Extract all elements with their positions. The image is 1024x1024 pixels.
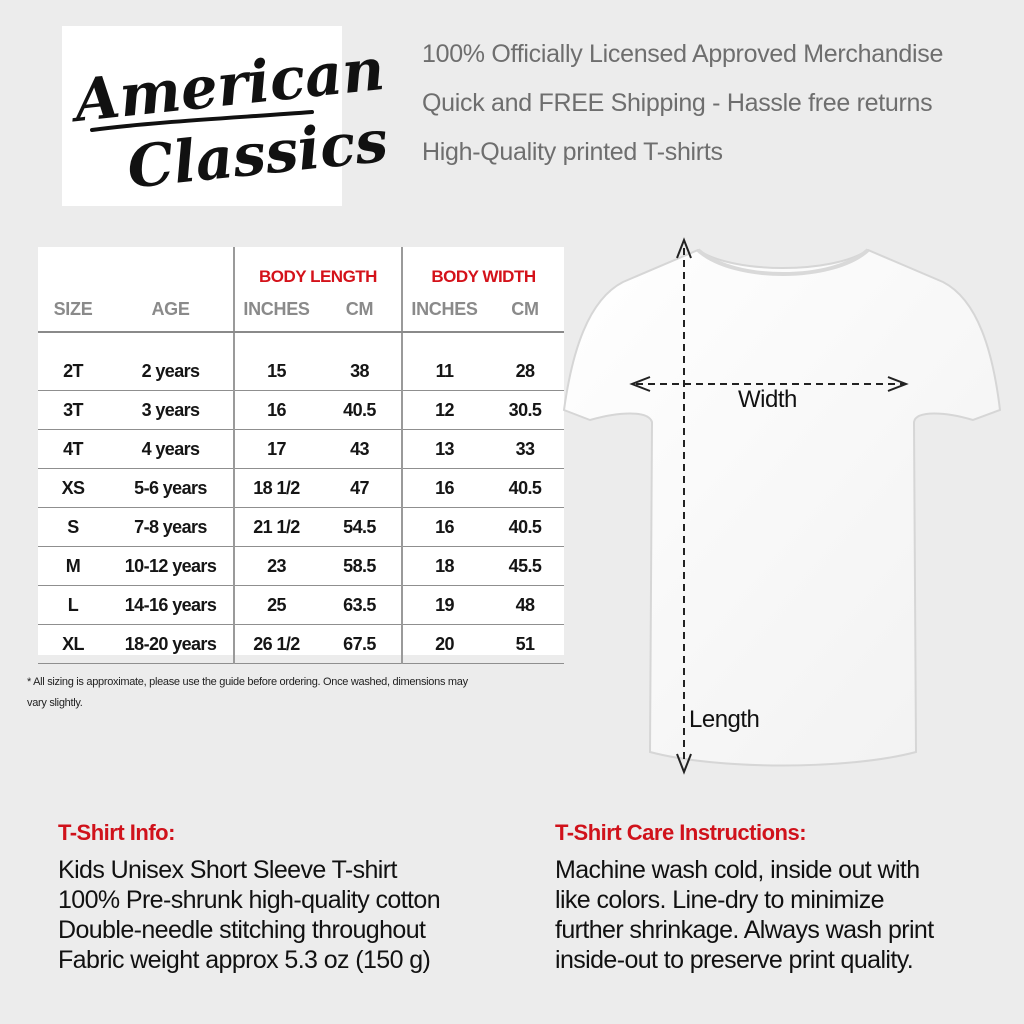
age-cell: 4 years <box>108 430 234 469</box>
width-inches-cell: 18 <box>402 547 486 586</box>
body-length-header: BODY LENGTH <box>234 247 402 287</box>
info-line: Double-needle stitching throughout <box>58 916 426 944</box>
length-cm-cell: 40.5 <box>318 391 402 430</box>
width-cm-cell: 40.5 <box>486 469 564 508</box>
care-line: inside-out to preserve print quality. <box>555 946 914 974</box>
col-length-cm: CM <box>318 287 402 332</box>
length-inches-cell: 21 1/2 <box>234 508 318 547</box>
length-cm-cell: 43 <box>318 430 402 469</box>
size-chart <box>38 247 564 655</box>
col-length-inches: INCHES <box>234 287 318 332</box>
tshirt-info-list <box>58 855 440 975</box>
claim-licensed: 100% Officially Licensed Approved Merchandise <box>422 40 944 68</box>
merch-claims <box>422 30 1012 177</box>
care-heading: T-Shirt Care Instructions: <box>555 820 807 845</box>
width-inches-cell: 13 <box>402 430 486 469</box>
logo-line-1: American <box>71 34 388 136</box>
length-cm-cell: 67.5 <box>318 625 402 664</box>
width-cm-cell: 51 <box>486 625 564 664</box>
care-line: further shrinkage. Always wash print <box>555 916 934 944</box>
age-cell: 7-8 years <box>108 508 234 547</box>
age-cell: 14-16 years <box>108 586 234 625</box>
column-header-row <box>38 287 564 332</box>
american-classics-logo <box>62 26 391 206</box>
size-cell: XS <box>38 469 108 508</box>
group-header-row <box>38 247 564 287</box>
width-cm-cell: 40.5 <box>486 508 564 547</box>
length-inches-cell: 17 <box>234 430 318 469</box>
length-inches-cell: 25 <box>234 586 318 625</box>
age-cell: 10-12 years <box>108 547 234 586</box>
length-inches-cell: 26 1/2 <box>234 625 318 664</box>
length-cm-cell: 47 <box>318 469 402 508</box>
col-width-cm: CM <box>486 287 564 332</box>
col-width-inches: INCHES <box>402 287 486 332</box>
size-cell: L <box>38 586 108 625</box>
care-instructions <box>555 855 934 975</box>
size-row <box>38 625 564 664</box>
size-cell: XL <box>38 625 108 664</box>
width-label: Width <box>738 386 797 413</box>
length-label: Length <box>689 706 760 733</box>
age-cell: 2 years <box>108 352 234 391</box>
size-table <box>38 247 564 664</box>
tshirt-illustration <box>548 222 1018 782</box>
logo-line-2: Classics <box>124 106 391 202</box>
info-line: 100% Pre-shrunk high-quality cotton <box>58 886 441 914</box>
size-row <box>38 547 564 586</box>
size-cell: M <box>38 547 108 586</box>
info-line: Fabric weight approx 5.3 oz (150 g) <box>58 946 431 974</box>
claim-shipping: Quick and FREE Shipping - Hassle free returns <box>422 89 933 117</box>
length-cm-cell: 54.5 <box>318 508 402 547</box>
width-inches-cell: 16 <box>402 508 486 547</box>
sizing-note: * All sizing is approximate, please use the guide before ordering. Once washed, dimensions may vary slightly. <box>27 676 468 709</box>
size-row <box>38 586 564 625</box>
size-cell: 4T <box>38 430 108 469</box>
size-row <box>38 469 564 508</box>
col-size: SIZE <box>38 287 108 332</box>
size-cell: 2T <box>38 352 108 391</box>
width-cm-cell: 48 <box>486 586 564 625</box>
length-cm-cell: 38 <box>318 352 402 391</box>
width-inches-cell: 20 <box>402 625 486 664</box>
size-row <box>38 352 564 391</box>
col-age: AGE <box>108 287 234 332</box>
length-cm-cell: 63.5 <box>318 586 402 625</box>
age-cell: 18-20 years <box>108 625 234 664</box>
length-cm-cell: 58.5 <box>318 547 402 586</box>
length-inches-cell: 18 1/2 <box>234 469 318 508</box>
width-inches-cell: 11 <box>402 352 486 391</box>
care-line: Machine wash cold, inside out with <box>555 856 920 884</box>
size-cell: 3T <box>38 391 108 430</box>
width-inches-cell: 19 <box>402 586 486 625</box>
claim-quality: High-Quality printed T-shirts <box>422 138 723 166</box>
info-line: Kids Unisex Short Sleeve T-shirt <box>58 856 397 884</box>
age-cell: 5-6 years <box>108 469 234 508</box>
spacer-row <box>38 332 564 352</box>
width-cm-cell: 30.5 <box>486 391 564 430</box>
tshirt-info-heading: T-Shirt Info: <box>58 820 175 845</box>
care-line: like colors. Line-dry to minimize <box>555 886 884 914</box>
size-row <box>38 391 564 430</box>
size-row <box>38 430 564 469</box>
length-inches-cell: 23 <box>234 547 318 586</box>
age-cell: 3 years <box>108 391 234 430</box>
tshirt-diagram <box>548 222 1018 782</box>
width-cm-cell: 28 <box>486 352 564 391</box>
width-inches-cell: 16 <box>402 469 486 508</box>
width-cm-cell: 45.5 <box>486 547 564 586</box>
width-cm-cell: 33 <box>486 430 564 469</box>
length-inches-cell: 15 <box>234 352 318 391</box>
size-cell: S <box>38 508 108 547</box>
size-row <box>38 508 564 547</box>
body-width-header: BODY WIDTH <box>431 267 536 286</box>
width-inches-cell: 12 <box>402 391 486 430</box>
length-inches-cell: 16 <box>234 391 318 430</box>
